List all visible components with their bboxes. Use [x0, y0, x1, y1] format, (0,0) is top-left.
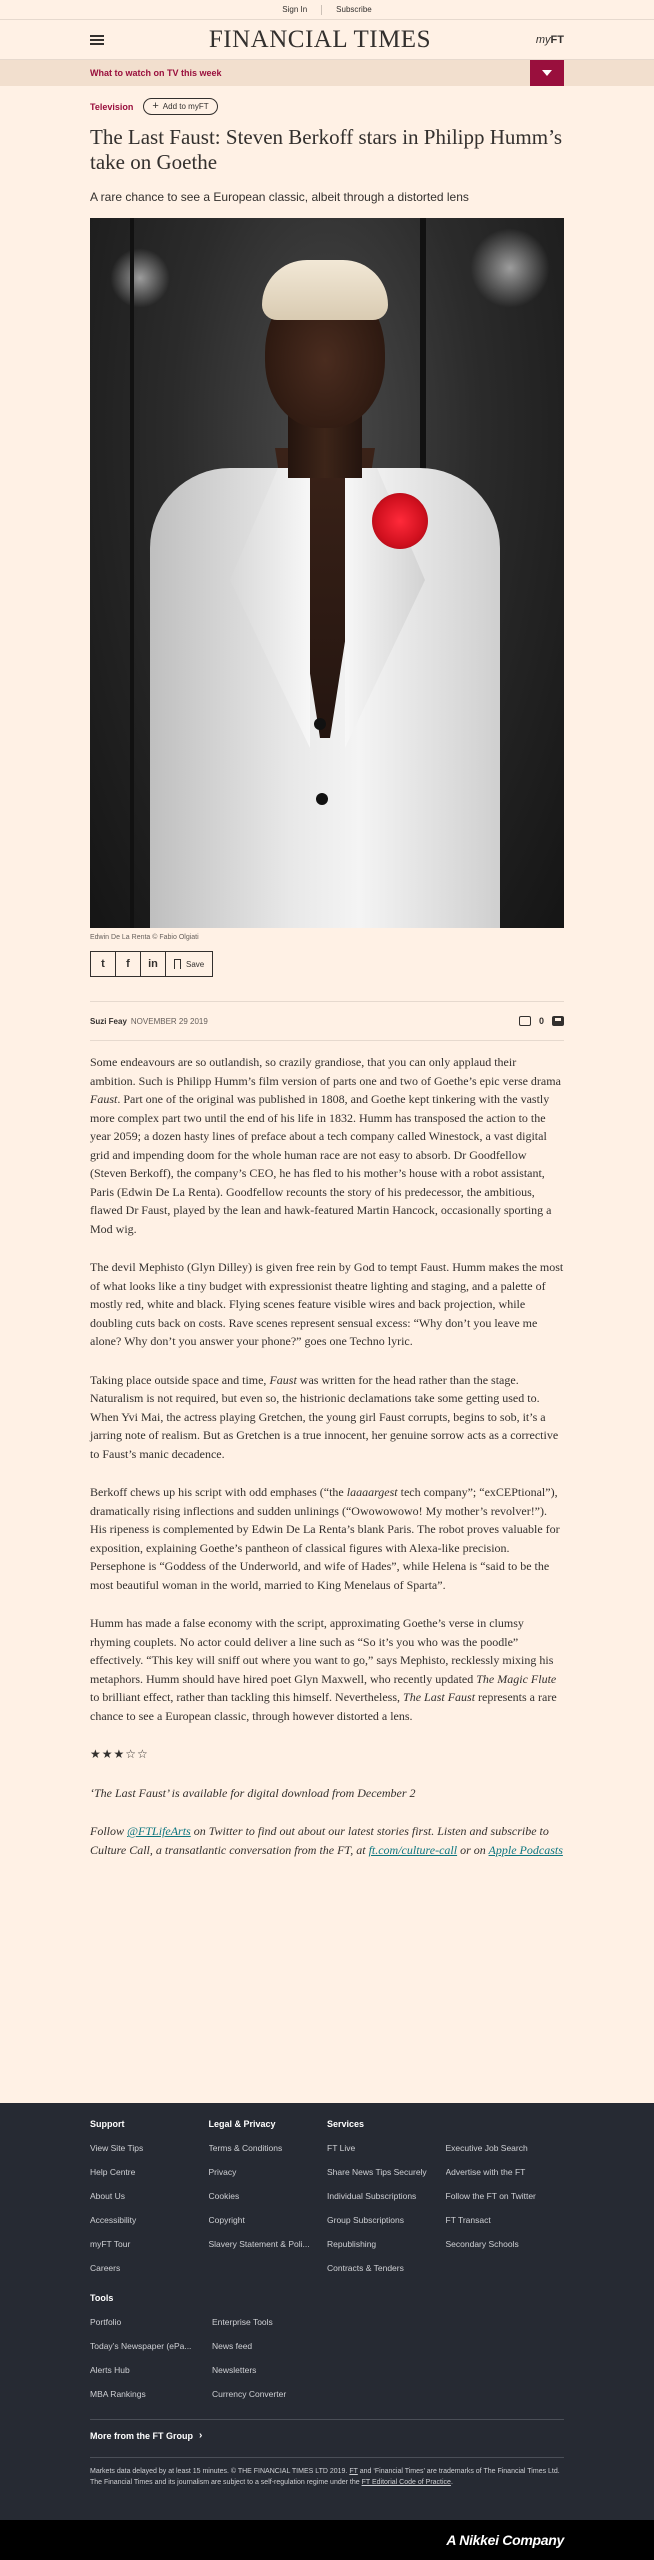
byline-divider	[90, 1040, 564, 1041]
footer-column-legal: Legal & Privacy Terms & Conditions Privacy Cookies Copyright Slavery Statement & Poli...	[209, 2119, 328, 2287]
comment-icon[interactable]	[519, 1016, 531, 1026]
chevron-down-icon	[542, 70, 552, 76]
site-footer	[0, 2103, 654, 2520]
footer-link[interactable]: MBA Rankings	[90, 2389, 146, 2399]
publish-date: NOVEMBER 29 2019	[130, 1016, 208, 1026]
footer-link[interactable]: Cookies	[208, 2191, 240, 2201]
linkedin-icon: in	[148, 958, 158, 970]
twitter-icon: t	[101, 958, 105, 970]
footer-link[interactable]: Today’s Newspaper (ePa...	[90, 2341, 192, 2351]
divider	[321, 5, 322, 15]
footer-link[interactable]: Alerts Hub	[90, 2365, 130, 2375]
twitter-share-button[interactable]	[90, 951, 116, 977]
footer-column-support: Support View Site Tips Help Centre About Us Accessibility myFT Tour Careers	[90, 2119, 209, 2287]
nikkei-bar	[0, 2520, 654, 2560]
footer-link[interactable]: Terms & Conditions	[208, 2143, 283, 2153]
footer-link[interactable]: Newsletters	[212, 2365, 257, 2375]
section-divider	[90, 1001, 564, 1002]
linkedin-share-button[interactable]	[140, 951, 166, 977]
article-body	[90, 1053, 564, 1859]
footer-link[interactable]: FT Live	[327, 2143, 356, 2153]
paragraph: ‘The Last Faust’ is available for digital download from December 2	[90, 1785, 416, 1800]
legal-text: Markets data delayed by at least 15 minutes. © THE FINANCIAL TIMES LTD 2019. FT and ‘Financial Times’ are trademarks of The Financial Times Ltd. The Financial Times and its journalism are subject to a self-regulation regime under the FT Editorial Code of Practice.	[90, 2468, 560, 2486]
standfirst: A rare chance to see a European classic, albeit through a distorted lens	[90, 190, 469, 204]
share-bar	[90, 951, 564, 977]
byline	[90, 1016, 564, 1026]
save-button[interactable]: Save	[165, 951, 213, 977]
footer-link[interactable]: Individual Subscriptions	[327, 2191, 417, 2201]
footer-link[interactable]: About Us	[90, 2191, 125, 2201]
footer-link[interactable]: FT Transact	[445, 2215, 491, 2225]
top-bar	[0, 0, 654, 20]
footer-divider	[90, 2457, 564, 2458]
section-tag[interactable]: Television	[90, 101, 134, 112]
masthead	[0, 20, 654, 60]
paragraph: Taking place outside space and time, Faust was written for the head rather than the stage. Naturalism is not required, but even so, the histrionic declamations take some getting used to. When Yvi Mai, the actress playing Gretchen, the young girl Faust corrupts, begins to sob, it’s a jarring note of realism. But as Gretchen is a true innocent, her genuine sorrow acts as a corrective to Faust’s manic decadence.	[90, 1372, 559, 1461]
footer-link[interactable]: Advertise with the FT	[445, 2167, 526, 2177]
editorial-code-link[interactable]: FT Editorial Code of Practice	[361, 2479, 451, 2486]
promo-link[interactable]: What to watch on TV this week	[90, 68, 222, 78]
facebook-icon: f	[126, 958, 130, 970]
image-caption: Edwin De La Renta © Fabio Olgiati	[90, 934, 199, 941]
promo-bar	[0, 60, 654, 86]
chevron-right-icon: ›	[199, 2430, 203, 2441]
star-rating: ★★★☆☆	[90, 1747, 149, 1761]
footer-link[interactable]: Republishing	[327, 2239, 377, 2249]
footer-link[interactable]: Share News Tips Securely	[327, 2167, 427, 2177]
footer-link[interactable]: Portfolio	[90, 2317, 122, 2327]
paragraph: Berkoff chews up his script with odd emphases (“the laaaargest tech company”; “exCEPtional”), dramatically rising inflections and sudden unlinings (“Owowowowo! My mother’s revolver!”). His ripeness is complemented by Edwin De La Renta’s blank Paris. The robot proves valuable for exposition, explaining Goethe’s pantheon of classical figures with Alexa-like precision. Persephone is “Goddess of the Underworld, and wife of Hades”, while Helena is “said to be the most beautiful woman in the world, married to King Menelaus of Sparta”.	[90, 1485, 560, 1592]
footer-link[interactable]: Copyright	[208, 2215, 245, 2225]
myft-link[interactable]: myFT	[535, 33, 564, 46]
comment-count[interactable]: 0	[538, 1016, 544, 1026]
footer-link[interactable]: Group Subscriptions	[327, 2215, 405, 2225]
headline: The Last Faust: Steven Berkoff stars in Philipp Humm’s take on Goethe	[90, 125, 563, 174]
footer-link[interactable]: Careers	[90, 2263, 121, 2273]
footer-link[interactable]: Help Centre	[90, 2167, 136, 2177]
hero-image	[90, 218, 564, 928]
culture-call-link[interactable]: ft.com/culture-call	[368, 1842, 458, 1857]
plus-icon: +	[152, 100, 159, 112]
apple-podcasts-link[interactable]: Apple Podcasts	[488, 1842, 563, 1857]
footer-link[interactable]: Contracts & Tenders	[327, 2263, 404, 2273]
print-icon[interactable]	[552, 1016, 564, 1026]
promo-expand-button[interactable]	[530, 60, 564, 86]
footer-link[interactable]: Privacy	[208, 2167, 237, 2177]
footer-tools: Tools Portfolio Enterprise Tools Today’s Newspaper (ePa... News feed Alerts Hub Newsletters MBA Rankings Currency Converter	[90, 2293, 564, 2413]
footer-link[interactable]: Enterprise Tools	[212, 2317, 273, 2327]
footer-column-services: Services FT Live Share News Tips Securely Individual Subscriptions Group Subscriptions Republishing Contracts & Tenders	[327, 2119, 446, 2287]
footer-link[interactable]: myFT Tour	[90, 2239, 131, 2249]
ft-trademark-link[interactable]: FT	[349, 2468, 358, 2475]
footer-link[interactable]: Secondary Schools	[445, 2239, 519, 2249]
footer-link[interactable]: Executive Job Search	[445, 2143, 528, 2153]
footer-link[interactable]: Follow the FT on Twitter	[445, 2191, 536, 2201]
paragraph: Some endeavours are so outlandish, so crazily grandiose, that you can only applaud their ambition. Such is Philipp Humm’s film version of parts one and two of Goethe’s epic verse drama Faust. Part one of the original was published in 1808, and Goethe kept tinkering with the vastly more complex part two until the end of his life in 1832. Humm has transposed the action to the year 2059; a dozen hasty lines of preface about a tech company called Winestock, a vast digital grid and impending doom for the whole human race are not easy to absorb. Dr Goodfellow (Steven Berkoff), the company’s CEO, he has fled to his mother’s house with a robot assistant, Paris (Edwin De La Renta). Goodfellow recounts the story of his predecessor, the ambitious, flawed Dr Faust, played by the lean and hawk-featured Martin Hancock, occasionally sporting a Mod wig.	[90, 1055, 561, 1236]
footer-link[interactable]: Currency Converter	[212, 2389, 287, 2399]
footer-column-services-more	[446, 2119, 565, 2287]
add-to-myft-button[interactable]: + Add to myFT	[143, 98, 217, 115]
article	[90, 98, 564, 1859]
footer-link[interactable]: Accessibility	[90, 2215, 137, 2225]
more-from-ft-group-link[interactable]: More from the FT Group ›	[90, 2430, 203, 2441]
nikkei-logo[interactable]: A Nikkei Company	[446, 2532, 564, 2548]
subscribe-link[interactable]: Subscribe	[336, 5, 372, 14]
facebook-share-button[interactable]	[115, 951, 141, 977]
footer-link[interactable]: News feed	[212, 2341, 253, 2351]
footer-link[interactable]: View Site Tips	[90, 2143, 144, 2153]
paragraph: The devil Mephisto (Glyn Dilley) is given free rein by God to tempt Faust. Humm makes the most of what looks like a tiny budget with expressionist theatre lighting and staging, and a palette of mostly red, white and black. Flying scenes feature visible wires and back projection, while doubling cuts back on costs. Rave scenes represent sensual excess: “Why don’t you leave me alone? Why don’t you answer your phone?” goes one Techno lyric.	[90, 1260, 564, 1348]
ft-logo[interactable]: FINANCIAL TIMES	[208, 25, 431, 53]
ftlifearts-link[interactable]: @FTLifeArts	[127, 1824, 191, 1838]
sign-in-link[interactable]: Sign In	[282, 5, 308, 14]
paragraph: Follow @FTLifeArts on Twitter to find out about our latest stories first. Listen and subscribe to Culture Call, a transatlantic conversation from the FT, at ft.com/culture-call or on Apple Podcasts	[90, 1824, 563, 1857]
author-link[interactable]: Suzi Feay	[90, 1016, 127, 1026]
menu-icon[interactable]	[90, 35, 104, 45]
paragraph: Humm has made a false economy with the script, approximating Goethe’s verse in clumsy rhyming couplets. No actor could deliver a line such as “So it’s you who was the poodle” effectively. “This key will sniff out where you want to go,” says Mephisto, recklessly mixing his metaphors. Humm should have hired poet Glyn Maxwell, who recently updated The Magic Flute to brilliant effect, rather than tackling this himself. Nevertheless, The Last Faust represents a rare chance to see a European classic, through however distorted a lens.	[90, 1616, 557, 1723]
bookmark-icon	[174, 959, 181, 969]
footer-link[interactable]: Slavery Statement & Poli...	[208, 2239, 310, 2249]
